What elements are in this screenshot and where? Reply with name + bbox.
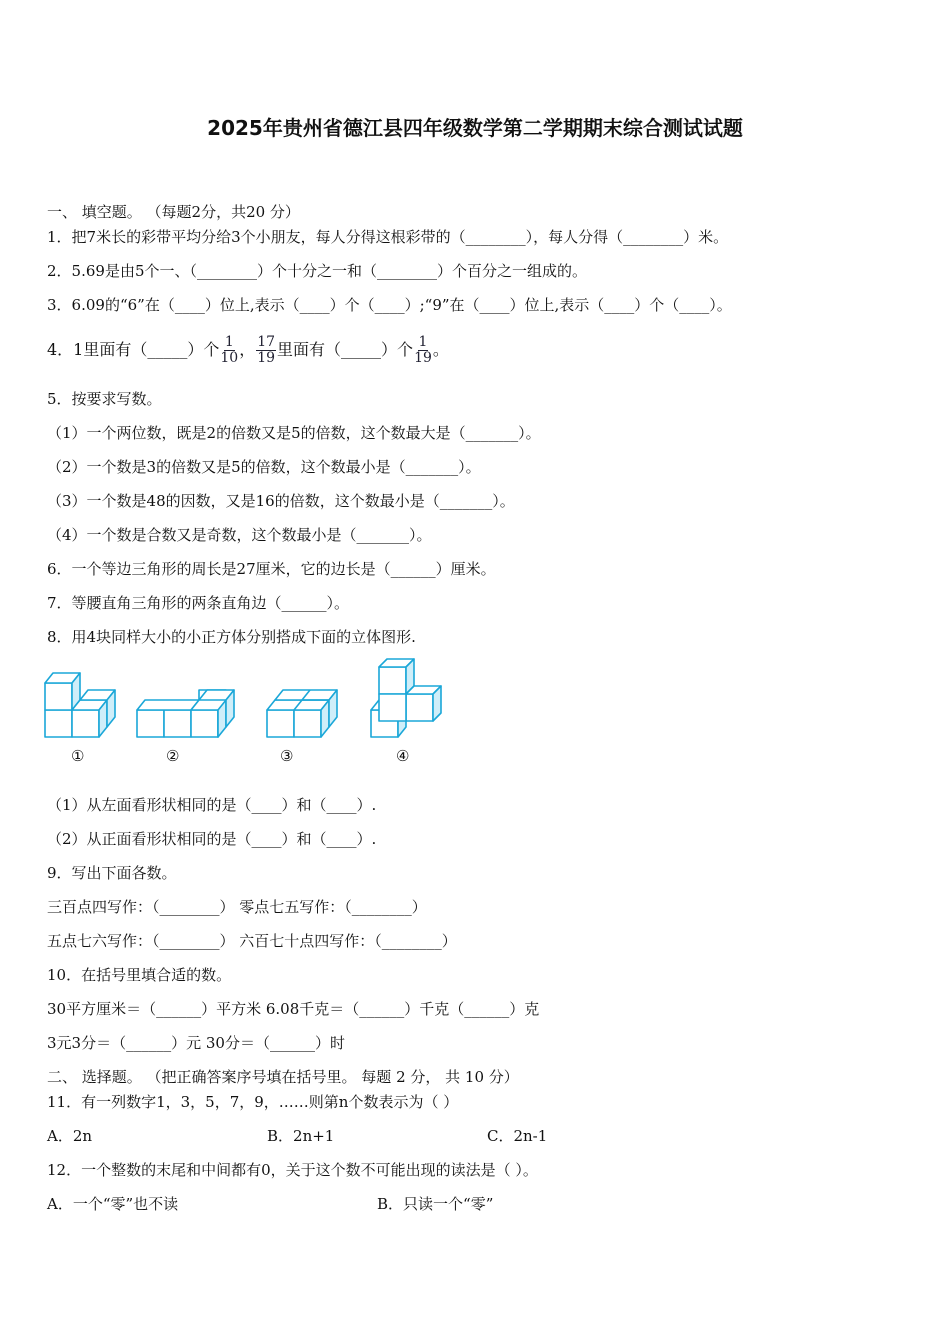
fraction-numerator: 17 (257, 334, 276, 350)
fraction-numerator: 1 (418, 334, 428, 350)
question-8-part-1: （1）从左面看形状相同的是（____）和（____）. (47, 796, 377, 814)
question-11-option-c: C．2n-1 (487, 1127, 548, 1145)
question-9-row-1: 三百点四写作：（________） 零点七五写作：（________） (47, 898, 427, 916)
question-10-row-1: 30平方厘米＝（______）平方米 6.08千克＝（______）千克（______）克 (47, 1000, 540, 1018)
question-5-part-1: （1）一个两位数，既是2的倍数又是5的倍数，这个数最大是（_______）。 (47, 424, 541, 442)
question-3: 3．6.09的“6”在（____）位上,表示（____）个（____）;“9”在（____）位上,表示（____）个（____）。 (47, 296, 732, 314)
section-choice-heading: 二、 选择题。 （把正确答案序号填在括号里。 每题 2 分， 共 10 分） (47, 1068, 519, 1086)
question-6: 6．一个等边三角形的周长是27厘米，它的边长是（______）厘米。 (47, 560, 496, 578)
section-fill-blank-heading: 一、 填空题。 （每题2分，共20 分） (47, 203, 300, 221)
question-9-row-2: 五点七六写作：（________） 六百七十点四写作：（________） (47, 932, 457, 950)
figure-label-1: ① (71, 747, 85, 765)
question-5-part-2: （2）一个数是3的倍数又是5的倍数，这个数最小是（_______）。 (47, 458, 481, 476)
fraction-denominator: 10 (220, 350, 239, 366)
figure-4-cubes (371, 659, 441, 737)
question-5-part-4: （4）一个数是合数又是奇数，这个数最小是（_______）。 (47, 526, 432, 544)
question-4-separator: ， (239, 340, 256, 359)
question-7: 7．等腰直角三角形的两条直角边（______）。 (47, 594, 350, 612)
question-4-text-b: 里面有（_____）个 (277, 340, 414, 359)
figure-3-cubes (267, 690, 337, 737)
figure-1-cubes (45, 673, 115, 737)
figure-label-4: ④ (396, 747, 410, 765)
question-8: 8．用4块同样大小的小正方体分别搭成下面的立体图形. (47, 628, 416, 646)
question-9: 9．写出下面各数。 (47, 864, 177, 882)
fraction-denominator: 19 (257, 350, 276, 366)
question-10-row-2: 3元3分＝（______）元 30分＝（______）时 (47, 1034, 345, 1052)
question-11-option-b: B．2n+1 (267, 1127, 335, 1145)
question-8-part-2: （2）从正面看形状相同的是（____）和（____）. (47, 830, 377, 848)
question-4 (47, 335, 449, 366)
cube-figures (40, 655, 460, 775)
question-2: 2．5.69是由5个一、（________）个十分之一和（________）个百分之一组成的。 (47, 262, 587, 280)
question-12-option-b: B．只读一个“零” (377, 1195, 494, 1213)
figure-label-3: ③ (280, 747, 294, 765)
question-4-end: 。 (432, 340, 449, 359)
fraction-1-19 (414, 335, 432, 366)
fraction-17-19 (256, 335, 276, 366)
question-4-text-a: 4．1里面有（_____）个 (47, 340, 220, 359)
question-12-option-a: A．一个“零”也不读 (47, 1195, 179, 1213)
question-1: 1．把7米长的彩带平均分给3个小朋友，每人分得这根彩带的（________），每人分得（________）米。 (47, 228, 729, 246)
question-5-part-3: （3）一个数是48的因数，又是16的倍数，这个数最小是（_______）。 (47, 492, 515, 510)
figure-2-cubes (137, 690, 234, 737)
question-11-option-a: A．2n (47, 1127, 93, 1145)
figure-label-2: ② (166, 747, 180, 765)
page-title: 2025年贵州省德江县四年级数学第二学期期末综合测试试题 (207, 116, 743, 140)
question-10: 10．在括号里填合适的数。 (47, 966, 232, 984)
question-5: 5．按要求写数。 (47, 390, 162, 408)
fraction-1-10 (220, 335, 238, 366)
fraction-denominator: 19 (414, 350, 432, 366)
question-12: 12．一个整数的末尾和中间都有0，关于这个数不可能出现的读法是（ ）。 (47, 1161, 538, 1179)
question-11: 11．有一列数字1，3，5，7，9，……则第n个数表示为（ ） (47, 1093, 459, 1111)
fraction-numerator: 1 (224, 334, 234, 350)
